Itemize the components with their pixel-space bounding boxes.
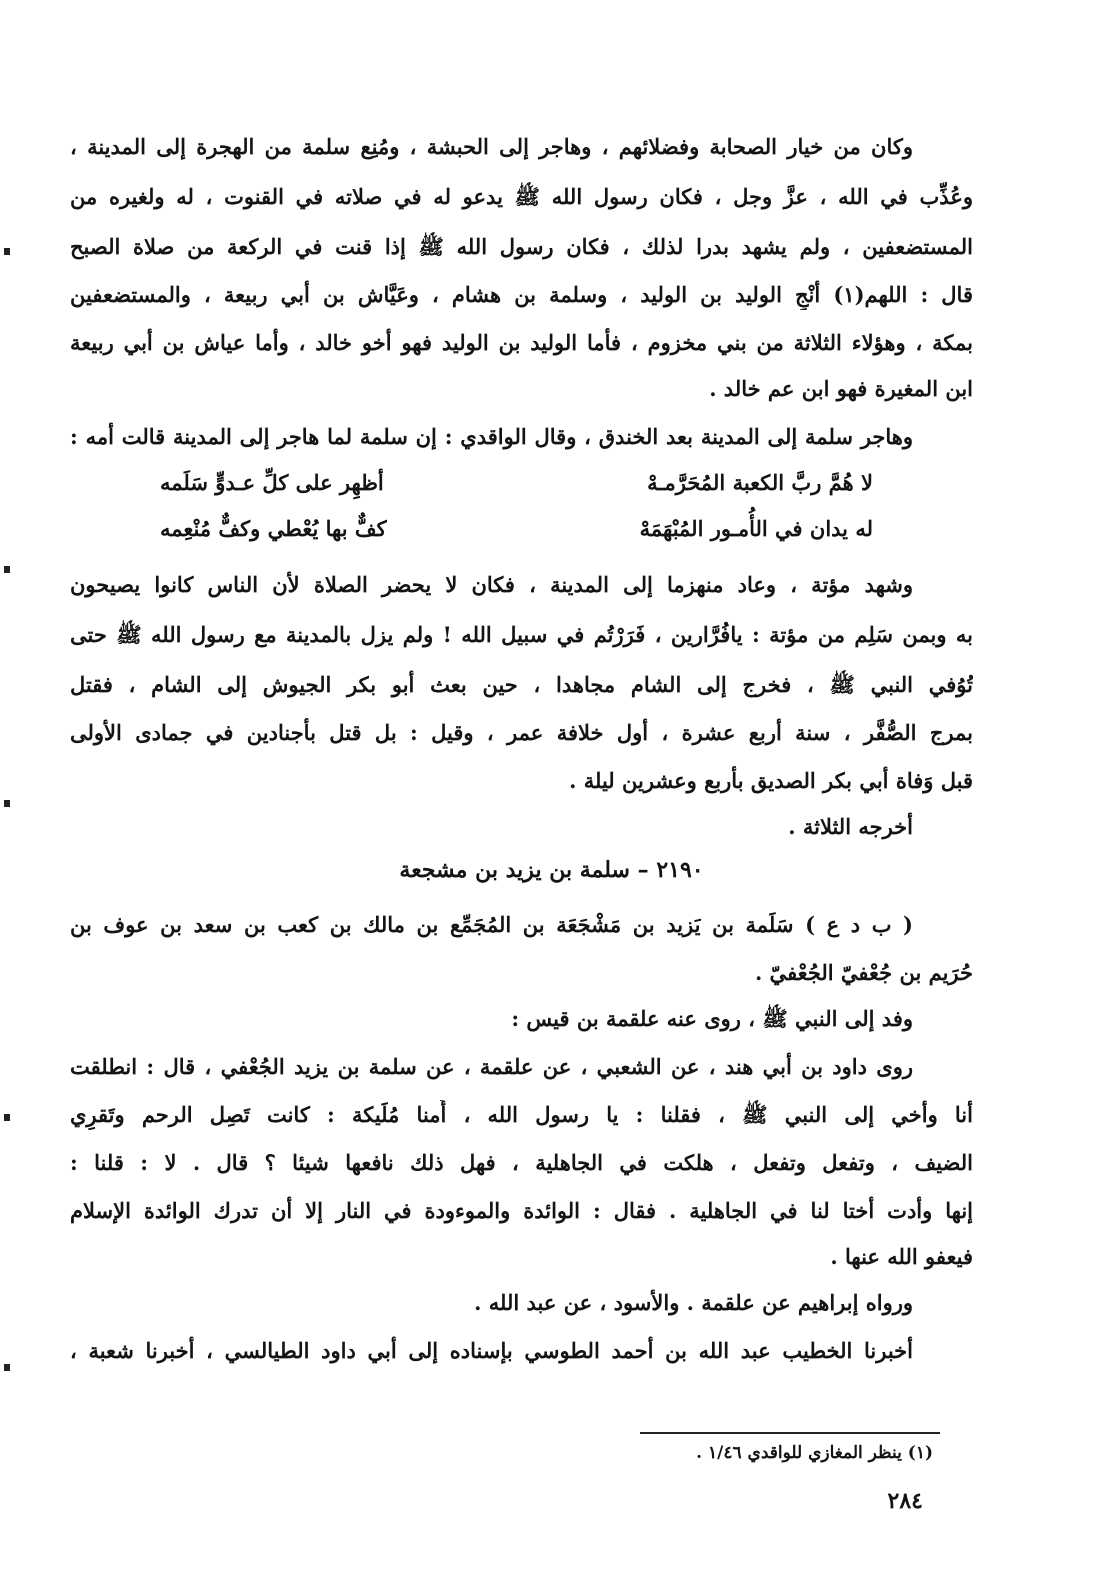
text-line: بمرج الصُّفَّر ، سنة أربع عشرة ، أول خلافة عمر ، وقيل : بل قتل بأجنادين في جمادى الأولى: [70, 720, 973, 745]
verse-line: [160, 468, 873, 498]
scan-mark: [4, 1114, 10, 1121]
text-line: وكان من خيار الصحابة وفضلائهم ، وهاجر إلى الحبشة ، ومُنِع سلمة من الهجرة إلى المدينة ،: [70, 134, 913, 159]
verse-hemistich: كفٌّ بها يُعْطي وكفٌّ مُنْعِمه: [160, 516, 387, 541]
scan-mark: [4, 1364, 10, 1371]
text-line: ورواه إبراهيم عن علقمة . والأسود ، عن عبد الله .: [474, 1290, 913, 1315]
page-number: ٢٨٤: [887, 1488, 923, 1514]
verse-line: [160, 514, 873, 544]
text-line: ( ب د ع ) سَلَمة بن يَزيد بن مَشْجَعَة بن المُجَمِّع بن مالك بن كعب بن سعد بن عوف بن: [70, 912, 913, 937]
text-line: وشهد مؤتة ، وعاد منهزما إلى المدينة ، فكان لا يحضر الصلاة لأن الناس كانوا يصيحون: [70, 572, 913, 597]
text-line: ابن المغيرة فهو ابن عم خالد .: [709, 376, 973, 401]
text-line: وهاجر سلمة إلى المدينة بعد الخندق ، وقال الواقدي : إن سلمة لما هاجر إلى المدينة قالت أمه :: [70, 424, 913, 449]
text-line: الضيف ، وتفعل وتفعل ، هلكت في الجاهلية ، فهل ذلك نافعها شيئا ؟ قال . لا : قلنا :: [70, 1150, 973, 1175]
entry-heading: ٢١٩٠ – سلمة بن يزيد بن مشجعة: [399, 857, 704, 883]
text-line: أخرجه الثلاثة .: [788, 814, 913, 839]
footnote: (١) ينظر المغازي للواقدي ١/٤٦ .: [696, 1443, 933, 1463]
text-line: به وبمن سَلِم من مؤتة : يافُرَّارين ، فَرَرْتُم في سبيل الله ! ولم يزل بالمدينة مع رسول الله ﷺ حتى: [70, 622, 973, 647]
footnote-divider: [640, 1432, 940, 1434]
text-line: قال : اللهم(١) أنْجِ الوليد بن الوليد ، وسلمة بن هشام ، وعَيَّاش بن أبي ربيعة ، والمستضعفين: [70, 282, 973, 307]
text-line: المستضعفين ، ولم يشهد بدرا لذلك ، فكان رسول الله ﷺ إذا قنت في الركعة من صلاة الصبح: [70, 234, 973, 259]
text-line: روى داود بن أبي هند ، عن الشعبي ، عن علقمة ، عن سلمة بن يزيد الجُعْفي ، قال : انطلقت: [70, 1054, 913, 1079]
text-line: قبل وَفاة أبي بكر الصديق بأربع وعشرين ليلة .: [569, 768, 973, 793]
scan-mark: [4, 800, 10, 807]
text-line: وعُذِّب في الله ، عزَّ وجل ، فكان رسول الله ﷺ يدعو له في صلاته في القنوت ، له ولغيره من: [70, 184, 973, 209]
verse-hemistich: لا هُمَّ ربَّ الكعبة المُحَرَّمـهْ: [647, 470, 873, 495]
verse-hemistich: له يدان في الأُمـور المُبْهَمَهْ: [639, 516, 873, 541]
text-line: أخبرنا الخطيب عبد الله بن أحمد الطوسي بإسناده إلى أبي داود الطيالسي ، أخبرنا شعبة ،: [70, 1338, 913, 1363]
text-line: إنها وأدت أختا لنا في الجاهلية . فقال : الوائدة والموءودة في النار إلا أن تدرك الوائدة الإسلام: [70, 1198, 973, 1223]
scan-mark: [4, 566, 10, 573]
verse-hemistich: أظهِر على كلِّ عـدوٍّ سَلَمه: [160, 470, 384, 495]
text-line: بمكة ، وهؤلاء الثلاثة من بني مخزوم ، فأما الوليد بن الوليد فهو أخو خالد ، وأما عياش بن أبي ربيعة: [70, 330, 973, 355]
text-line: وفد إلى النبي ﷺ ، روى عنه علقمة بن قيس :: [511, 1006, 913, 1031]
text-line: فيعفو الله عنها .: [830, 1244, 973, 1269]
scan-mark: [4, 248, 10, 255]
text-line: أنا وأخي إلى النبي ﷺ ، فقلنا : يا رسول الله ، أُمنا مُلَيكة : كانت تَصِل الرحم وتَقرِي: [70, 1102, 973, 1127]
text-line: حُرَيم بن جُعْفيّ الجُعْفيّ .: [754, 960, 973, 985]
text-line: تُوُفي النبي ﷺ ، فخرج إلى الشام مجاهدا ، حين بعث أبو بكر الجيوش إلى الشام ، فقتل: [70, 672, 973, 697]
